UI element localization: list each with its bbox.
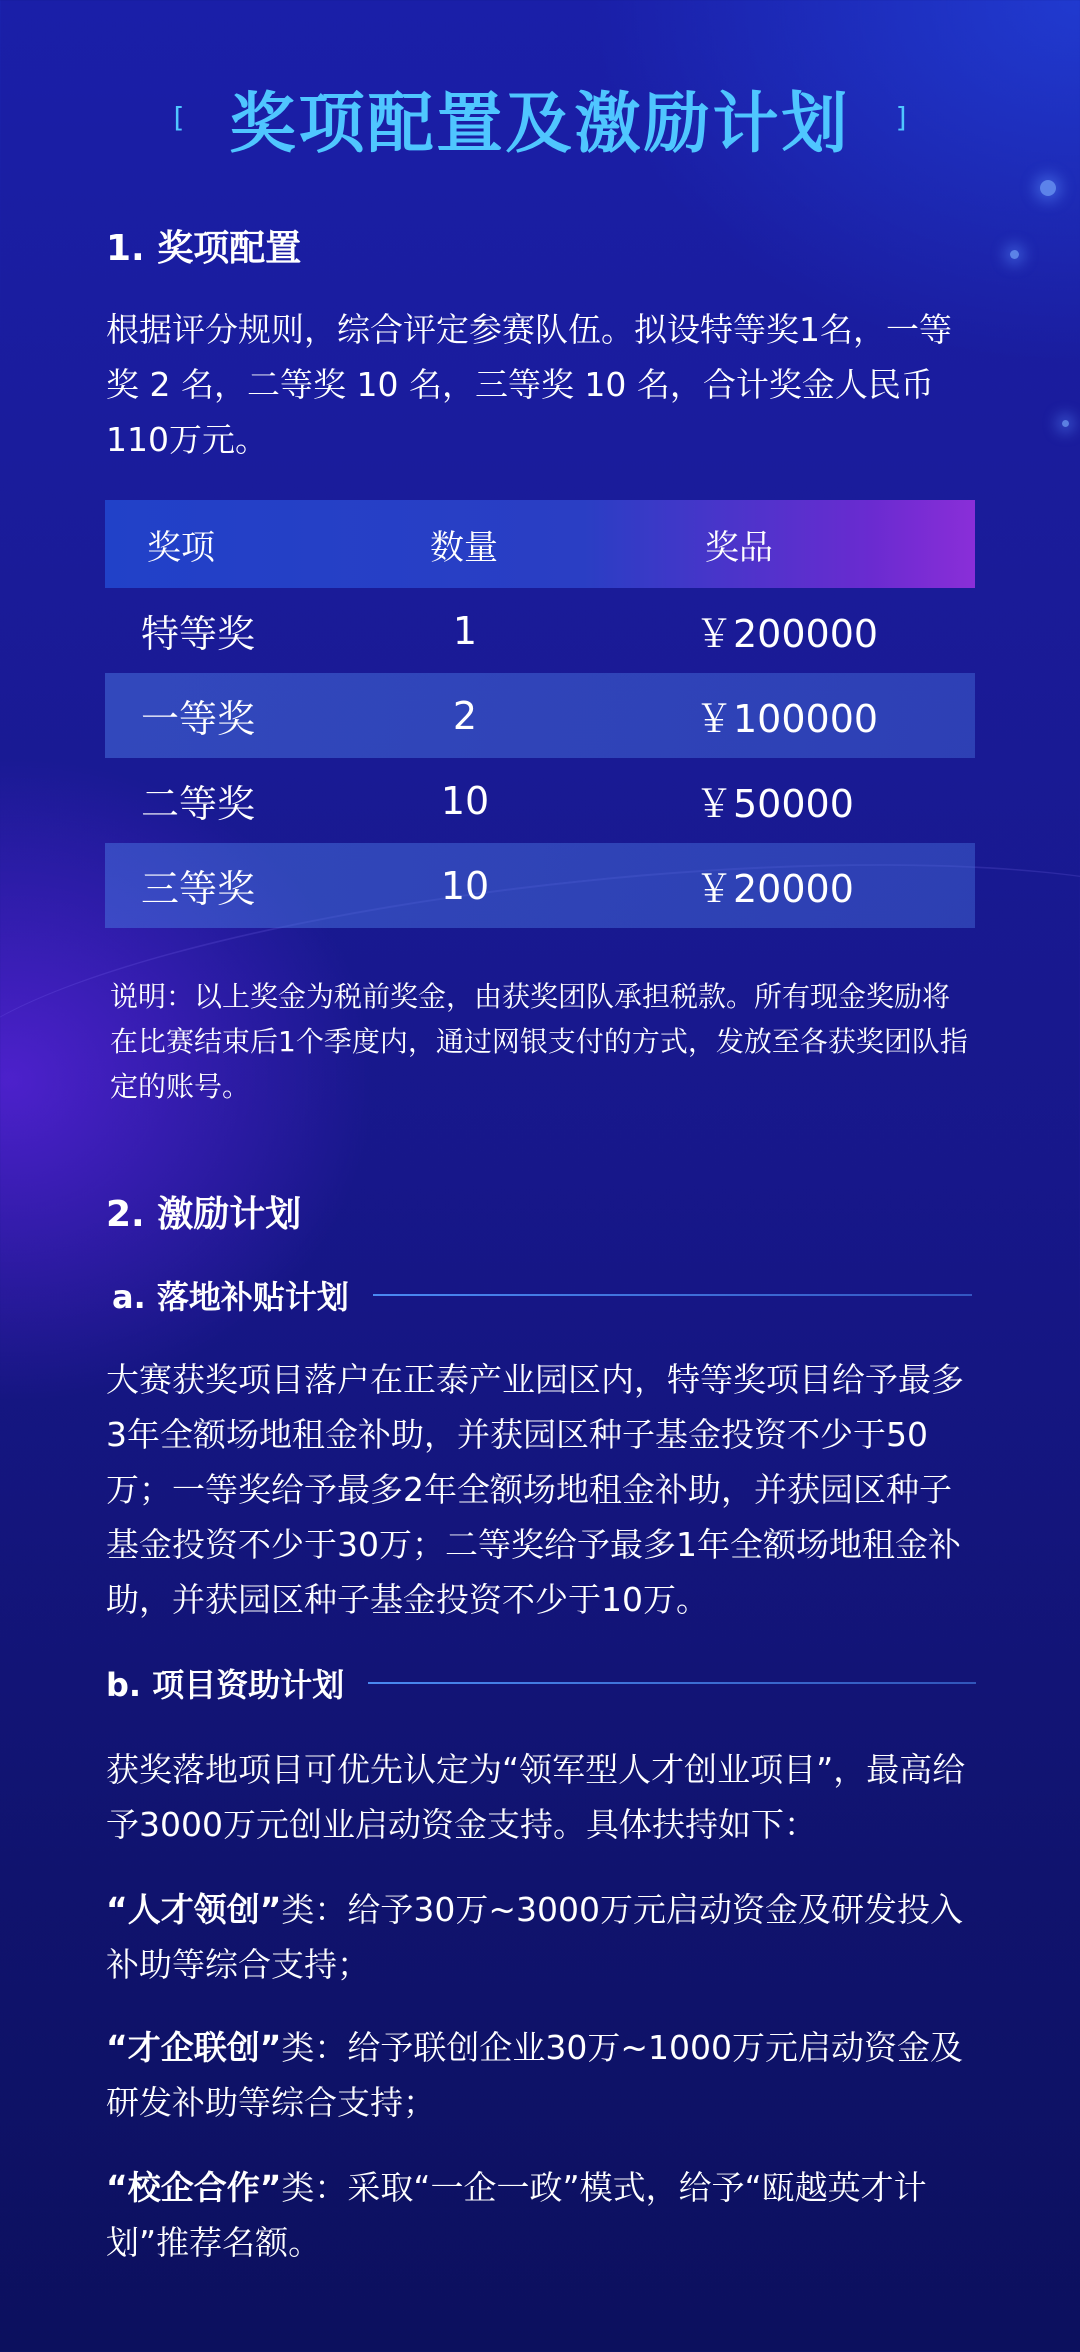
awards-note: 说明：以上奖金为税前奖金，由获奖团队承担税款。所有现金奖励将在比赛结束后1个季度内，通过网银支付的方式，发放至各获奖团队指定的账号。 xyxy=(110,980,968,1103)
project-funding-intro: 获奖落地项目可优先认定为“领军型人才创业项目”，最高给予3000万元创业启动资金支持。具体扶持如下： xyxy=(106,1750,966,1844)
table-row xyxy=(105,673,975,758)
funding-item xyxy=(106,2160,976,2270)
title-left-bracket: [ xyxy=(173,101,185,134)
glow-dot xyxy=(1010,250,1019,259)
section-heading-incentives: 2. 激励计划 xyxy=(106,1194,302,1235)
glow-dot xyxy=(1040,180,1056,196)
award-prize: ￥100000 xyxy=(695,697,879,741)
table-row xyxy=(105,843,975,928)
funding-item xyxy=(106,1882,976,1992)
table-row xyxy=(105,758,975,843)
header-quantity: 数量 xyxy=(430,527,498,568)
heading-divider xyxy=(368,1682,976,1684)
award-name: 特等奖 xyxy=(141,612,256,656)
awards-intro-paragraph: 根据评分规则，综合评定参赛队伍。拟设特等奖1名，一等奖 2 名，二等奖 10 名，三等奖 10 名，合计奖金人民币110万元。 xyxy=(106,310,952,459)
funding-item-label: “校企合作” xyxy=(106,2168,282,2207)
funding-item-text: 类：给予联创企业30万~1000万元启动资金及研发补助等综合支持； xyxy=(106,2028,964,2122)
glow-dot xyxy=(1062,420,1069,427)
award-name: 三等奖 xyxy=(141,867,256,911)
award-prize: ￥20000 xyxy=(695,867,854,911)
funding-item-text: 类：给予30万~3000万元启动资金及研发投入补助等综合支持； xyxy=(106,1890,964,1984)
funding-item-label: “人才领创” xyxy=(106,1890,282,1929)
section-heading-awards: 1. 奖项配置 xyxy=(106,228,302,269)
header-award: 奖项 xyxy=(147,527,215,568)
page-title-block xyxy=(0,70,1080,165)
funding-item-label: “才企联创” xyxy=(106,2028,282,2067)
award-quantity: 10 xyxy=(440,778,490,823)
header-prize: 奖品 xyxy=(705,527,773,568)
award-name: 一等奖 xyxy=(141,697,256,741)
award-quantity: 10 xyxy=(440,863,490,908)
prize-table xyxy=(105,500,975,928)
title-right-bracket: ] xyxy=(895,101,907,134)
award-prize: ￥50000 xyxy=(695,782,854,826)
page-title: 奖项配置及激励计划 xyxy=(229,85,851,162)
landing-subsidy-paragraph: 大赛获奖项目落户在正泰产业园区内，特等奖项目给予最多3年全额场地租金补助，并获园区种子基金投资不少于50万；一等奖给予最多2年全额场地租金补助，并获园区种子基金投资不少于30万；二等奖给予最多1年全额场地租金补助，并获园区种子基金投资不少于10万。 xyxy=(106,1360,964,1619)
subsection-title: b. 项目资助计划 xyxy=(106,1666,345,1704)
award-quantity: 2 xyxy=(452,693,478,738)
funding-item xyxy=(106,2020,976,2130)
heading-divider xyxy=(373,1294,972,1296)
prize-table-header xyxy=(105,500,975,588)
subsection-heading-landing-subsidy xyxy=(112,1272,972,1318)
funding-item-text: 类：采取“一企一政”模式，给予“瓯越英才计划”推荐名额。 xyxy=(106,2168,927,2262)
subsection-title: a. 落地补贴计划 xyxy=(112,1278,349,1316)
award-name: 二等奖 xyxy=(141,782,256,826)
award-quantity: 1 xyxy=(452,608,478,653)
award-prize: ￥200000 xyxy=(695,612,879,656)
subsection-heading-project-funding xyxy=(106,1660,976,1706)
table-row xyxy=(105,588,975,673)
